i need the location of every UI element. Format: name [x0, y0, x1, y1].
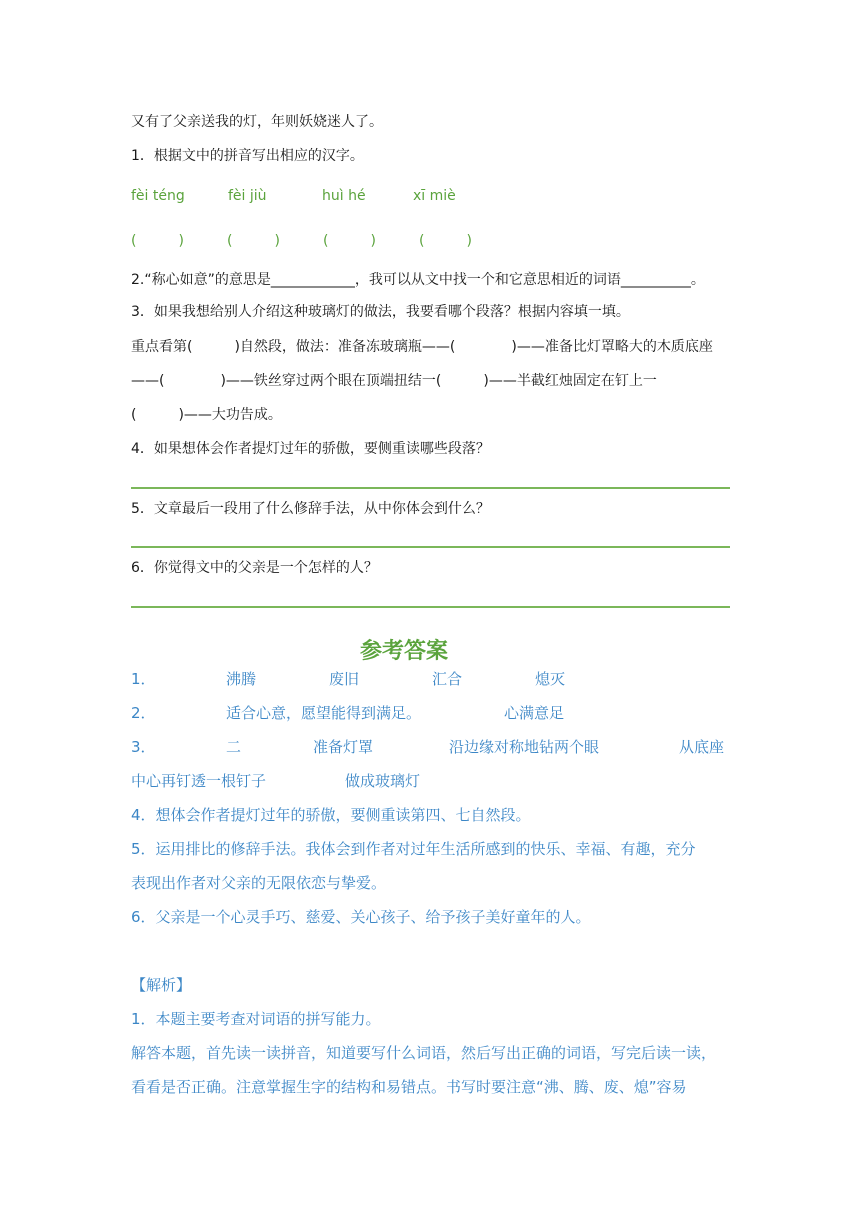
question-4: 4．如果想体会作者提灯过年的骄傲，要侧重读哪些段落？	[131, 441, 490, 457]
question-5: 5．文章最后一段用了什么修辞手法，从中你体会到什么？	[131, 501, 490, 517]
answer-3-part-3: 沿边缘对称地钻两个眼	[449, 738, 600, 756]
answer-3-part-5: 中心再钉透一根钉子	[131, 772, 267, 790]
pinyin-4: xī miè	[413, 188, 456, 204]
answer-blank-2: ( )	[227, 233, 280, 249]
answer-4: 4．想体会作者提灯过年的骄傲，要侧重读第四、七自然段。	[131, 806, 531, 824]
pinyin-1: fèi téng	[131, 188, 185, 204]
answer-5-line-1: 5．运用排比的修辞手法。我体会到作者对过年生活所感到的快乐、幸福、有趣，充分	[131, 840, 696, 858]
answer-2-num: 2．	[131, 704, 156, 722]
answer-3-part-4: 从底座	[679, 738, 725, 756]
pinyin-2: fèi jiù	[228, 188, 267, 204]
question-1: 1．根据文中的拼音写出相应的汉字。	[131, 148, 364, 164]
question-3-line-3: ( )——大功告成。	[131, 407, 282, 423]
question-3-line-2: ——( )——铁丝穿过两个眼在顶端扭结一( )——半截红烛固定在钉上一	[131, 373, 657, 389]
answer-blank-3: ( )	[323, 233, 376, 249]
answer-3-num: 3．	[131, 738, 156, 756]
intro-text: 又有了父亲送我的灯，年则妖娆迷人了。	[131, 114, 383, 130]
question-3: 3．如果我想给别人介绍这种玻璃灯的做法，我要看哪个段落？根据内容填一填。	[131, 304, 630, 320]
answer-blank-1: ( )	[131, 233, 184, 249]
answer-3-part-1: 二	[226, 738, 242, 756]
question-3-line-1: 重点看第( )自然段，做法：准备冻玻璃瓶——( )——准备比灯罩略大的木质底座	[131, 339, 713, 355]
answer-1-word-2: 废旧	[329, 670, 360, 688]
question-6: 6．你觉得文中的父亲是一个怎样的人？	[131, 560, 378, 576]
answer-5-line-2: 表现出作者对父亲的无限依恋与挚爱。	[131, 874, 387, 892]
analysis-heading: 【解析】	[131, 976, 192, 994]
answer-line-5	[131, 546, 730, 548]
analysis-line-2: 解答本题，首先读一读拼音，知道要写什么词语，然后写出正确的词语，写完后读一读，	[131, 1044, 717, 1062]
answers-title: 参考答案	[360, 639, 449, 664]
answer-1-num: 1．	[131, 670, 156, 688]
answer-3-part-6: 做成玻璃灯	[345, 772, 421, 790]
pinyin-3: huì hé	[322, 188, 366, 204]
answer-3-part-2: 准备灯罩	[313, 738, 374, 756]
answer-line-6	[131, 606, 730, 608]
answer-line-4	[131, 487, 730, 489]
question-2: 2.“称心如意”的意思是____________，我可以从文中找一个和它意思相近的词语__________。	[131, 272, 705, 288]
answer-2-meaning: 适合心意，愿望能得到满足。	[226, 704, 422, 722]
answer-1-word-4: 熄灭	[535, 670, 566, 688]
analysis-line-3: 看看是否正确。注意掌握生字的结构和易错点。书写时要注意“沸、腾、废、熄”容易	[131, 1078, 687, 1096]
answer-2-word: 心满意足	[504, 704, 565, 722]
answer-blank-4: ( )	[419, 233, 472, 249]
answer-1-word-3: 汇合	[432, 670, 463, 688]
answer-6: 6．父亲是一个心灵手巧、慈爱、关心孩子、给予孩子美好童年的人。	[131, 908, 591, 926]
analysis-line-1: 1．本题主要考查对词语的拼写能力。	[131, 1010, 381, 1028]
answer-1-word-1: 沸腾	[226, 670, 257, 688]
